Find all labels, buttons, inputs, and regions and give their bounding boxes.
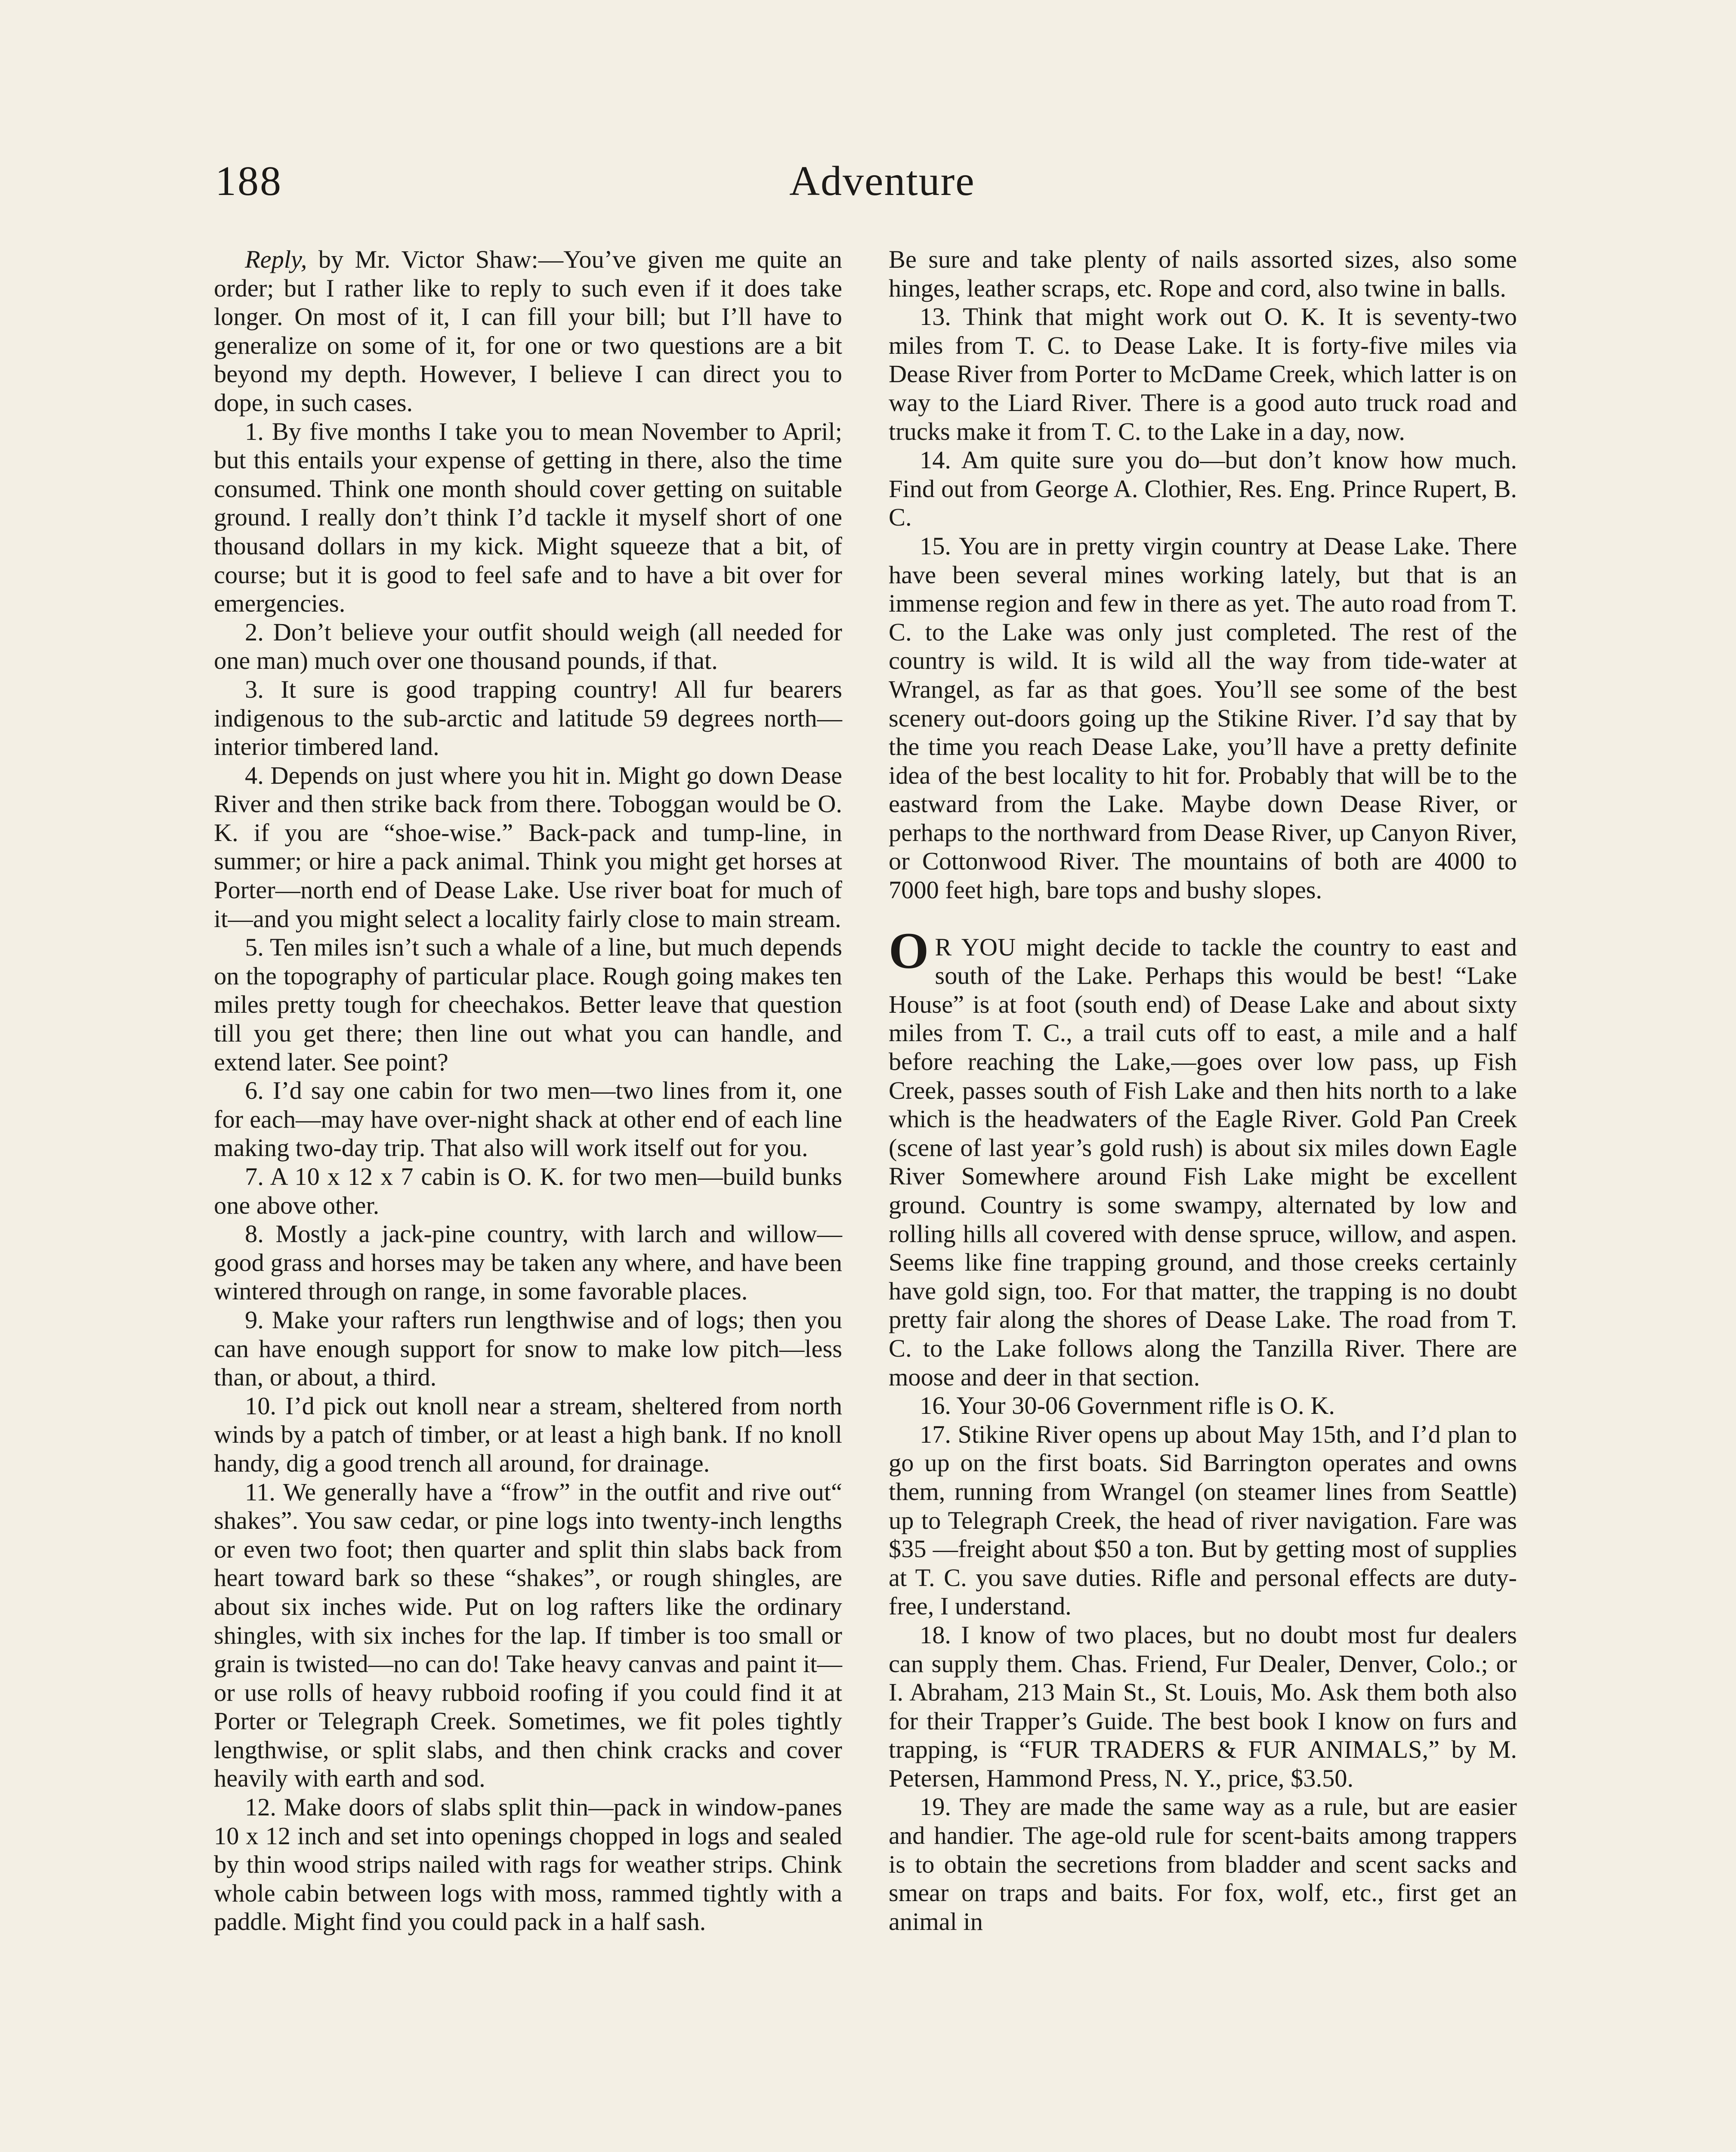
- answer-paragraph: 14. Am quite sure you do—but don’t know how much. Find out from George A. Clothier, Res. Eng. Prince Rupert, B. C.: [889, 446, 1517, 532]
- answer-paragraph: 1. By five months I take you to mean November to April; but this entails your expense of getting in there, also the time consumed. Think one month should cover getting on suitable ground. I really don’t think I’d tackle it myself short of one thousand dollars in my kick. Might squeeze that a bit, of course; but it is good to feel safe and to have a bit over for emergencies.: [214, 417, 842, 618]
- left-column: [214, 245, 842, 1936]
- section-text: might decide to tackle the country to east and south of the Lake. Perhaps this would be best! “Lake House” is at foot (south end) of Dease Lake and about sixty miles from T. C., a trail cuts off to east, a mile and a half before reaching the Lake,—goes over low pass, up Fish Creek, passes south of Fish Lake and then hits north to a lake which is the headwaters of the Eagle River. Gold Pan Creek (scene of last year’s gold rush) is about six miles down Eagle River Somewhere around Fish Lake might be excellent ground. Country is some swampy, alternated by low and rolling hills all covered with dense spruce, willow, and aspen. Seems like fine trapping ground, and those creeks certainly have gold sign, too. For that matter, the trapping is no doubt pretty fair along the shores of Dease Lake. The road from T. C. to the Lake follows along the Tanzilla River. There are moose and deer in that section.: [889, 933, 1517, 1391]
- page-header: [215, 157, 1549, 222]
- answer-paragraph: 4. Depends on just where you hit in. Might go down Dease River and then strike back from there. Toboggan would be O. K. if you are “shoe-wise.” Back-pack and tump-line, in summer; or hire a pack animal. Think you might get horses at Porter—north end of Dease Lake. Use river boat for much of it—and you might select a locality fairly close to main stream.: [214, 761, 842, 933]
- reply-label: Reply,: [245, 245, 307, 273]
- continuation-paragraph: Be sure and take plenty of nails assorted sizes, also some hinges, leather scraps, etc. Rope and cord, also twine in balls.: [889, 245, 1517, 302]
- reply-intro: [214, 245, 842, 417]
- drop-cap: O: [889, 921, 929, 979]
- answer-paragraph: 15. You are in pretty virgin country at Dease Lake. There have been several mines working lately, but that is an immense region and few in there as yet. The auto road from T. C. to the Lake was only just completed. The rest of the country is wild. It is wild all the way from tide-water at Wrangel, as far as that goes. You’ll see some of the best scenery out-doors going up the Stikine River. I’d say that by the time you reach Dease Lake, you’ll have a pretty definite idea of the best locality to hit for. Probably that will be to the eastward from the Lake. Maybe down Dease River, or perhaps to the northward from Dease River, up Canyon River, or Cottonwood River. The mountains of both are 4000 to 7000 feet high, bare tops and bushy slopes.: [889, 532, 1517, 904]
- section-paragraph: [889, 921, 1517, 1392]
- answer-paragraph: 9. Make your rafters run lengthwise and of logs; then you can have enough support for snow to make low pitch—less than, or about, a third.: [214, 1305, 842, 1391]
- answer-paragraph: 17. Stikine River opens up about May 15th, and I’d plan to go up on the first boats. Sid Barrington operates and owns them, running from Wrangel (on steamer lines from Seattle) up to Telegraph Creek, the head of river navigation. Fare was $35 —freight about $50 a ton. But by getting most of supplies at T. C. you save duties. Rifle and personal effects are duty-free, I understand.: [889, 1420, 1517, 1620]
- answer-paragraph: 16. Your 30-06 Government rifle is O. K.: [920, 1391, 1335, 1420]
- page-title: Adventure: [789, 158, 975, 204]
- answer-paragraph: 6. I’d say one cabin for two men—two lines from it, one for each—may have over-night shack at other end of each line making two-day trip. That also will work itself out for you.: [214, 1076, 842, 1162]
- answer-paragraph: 12. Make doors of slabs split thin—pack in window-panes 10 x 12 inch and set into openings chopped in logs and sealed by thin wood strips nailed with rags for weather strips. Chink whole cabin between logs with moss, rammed tightly with a paddle. Might find you could pack in a half sash.: [214, 1793, 842, 1936]
- answer-paragraph: 11. We generally have a “frow” in the outfit and rive out“ shakes”. You saw cedar, or pine logs into twenty-inch lengths or even two foot; then quarter and split thin slabs back from heart toward bark so these “shakes”, or rough shingles, are about six inches wide. Put on log rafters like the ordinary shingles, with six inches for the lap. If timber is too small or grain is twisted—no can do! Take heavy canvas and paint it—or use rolls of heavy rubboid roofing if you could find it at Porter or Telegraph Creek. Sometimes, we fit poles tightly lengthwise, or split slabs, and then chink cracks and cover heavily with earth and sod.: [214, 1478, 842, 1793]
- page-number: 188: [215, 158, 282, 204]
- answer-paragraph: 3. It sure is good trapping country! All fur bearers indigenous to the sub-arctic and latitude 59 degrees north—interior timbered land.: [214, 675, 842, 761]
- right-column: [889, 245, 1517, 1936]
- section-lead: R YOU: [935, 933, 1016, 961]
- answer-paragraph: 18. I know of two places, but no doubt most fur dealers can supply them. Chas. Friend, Fur Dealer, Denver, Colo.; or I. Abraham, 213 Main St., St. Louis, Mo. Ask them both also for their Trapper’s Guide. The best book I know on furs and trapping, is “FUR TRADERS & FUR ANIMALS,” by M. Petersen, Hammond Press, N. Y., price, $3.50.: [889, 1620, 1517, 1792]
- answer-paragraph: 7. A 10 x 12 x 7 cabin is O. K. for two men—build bunks one above other.: [214, 1163, 842, 1219]
- answer-paragraph: 19. They are made the same way as a rule, but are easier and handier. The age-old rule for scent-baits among trappers is to obtain the secretions from bladder and scent sacks and smear on traps and baits. For fox, wolf, etc., first get an animal in: [889, 1793, 1517, 1936]
- answer-paragraph: 2. Don’t believe your outfit should weigh (all needed for one man) much over one thousand pounds, if that.: [214, 618, 842, 675]
- answer-paragraph: 5. Ten miles isn’t such a whale of a line, but much depends on the topography of particular place. Rough going makes ten miles pretty tough for cheechakos. Better leave that question till you get there; then line out what you can handle, and extend later. See point?: [214, 933, 842, 1076]
- reply-intro-text: by Mr. Victor Shaw:—You’ve given me quite an order; but I rather like to reply to such even if it does take longer. On most of it, I can fill your bill; but I’ll have to generalize on some of it, for one or two questions are a bit beyond my depth. However, I believe I can direct you to dope, in such cases.: [214, 245, 842, 417]
- answer-paragraph: 10. I’d pick out knoll near a stream, sheltered from north winds by a patch of timber, or at least a high bank. If no knoll handy, dig a good trench all around, for drainage.: [214, 1391, 842, 1477]
- answer-paragraph: 13. Think that might work out O. K. It is seventy-two miles from T. C. to Dease Lake. It is forty-five miles via Dease River from Porter to McDame Creek, which latter is on way to the Liard River. There is a good auto truck road and trucks make it from T. C. to the Lake in a day, now.: [889, 303, 1517, 445]
- answer-paragraph: 8. Mostly a jack-pine country, with larch and willow—good grass and horses may be taken any where, and have been wintered through on range, in some favorable places.: [214, 1220, 842, 1305]
